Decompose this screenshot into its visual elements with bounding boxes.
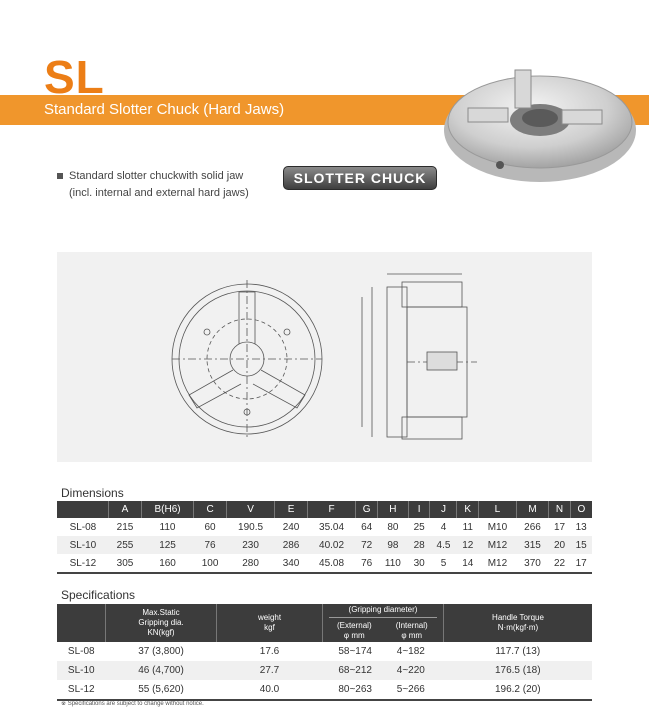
dim-col-header: N bbox=[549, 501, 571, 518]
table-cell bbox=[323, 680, 444, 700]
dim-col-header: G bbox=[356, 501, 378, 518]
table-row bbox=[57, 518, 592, 536]
table-cell: 45.08 bbox=[307, 554, 356, 573]
table-cell: 17 bbox=[553, 521, 566, 533]
table-cell: 28 bbox=[408, 536, 430, 554]
dim-col-header: I bbox=[408, 501, 430, 518]
table-cell bbox=[323, 642, 444, 661]
table-cell: M12 bbox=[479, 554, 517, 573]
spec-weight-header bbox=[217, 604, 323, 642]
slotter-chuck-badge: SLOTTER CHUCK bbox=[283, 166, 437, 190]
table-cell: 5~266 bbox=[396, 684, 425, 695]
dim-col-header: J bbox=[430, 501, 457, 518]
chuck-photo bbox=[440, 60, 640, 190]
table-cell: SL-08 bbox=[67, 646, 95, 657]
table-cell: SL-10 bbox=[57, 661, 106, 680]
table-cell: SL-12 bbox=[57, 680, 106, 700]
table-cell: 305 bbox=[109, 554, 141, 573]
table-cell: 286 bbox=[275, 536, 307, 554]
dim-col-header: A bbox=[109, 501, 141, 518]
spec-model-header bbox=[57, 604, 106, 642]
table-cell: 68~212 bbox=[338, 665, 372, 676]
table-cell: 190.5 bbox=[238, 521, 264, 533]
dim-col-header: M bbox=[516, 501, 548, 518]
table-row bbox=[57, 554, 592, 573]
spec-ext-line-1: (External) bbox=[336, 621, 372, 630]
spec-static-header bbox=[106, 604, 217, 642]
spec-internal-header bbox=[384, 621, 439, 641]
bullet-line-1: Standard slotter chuckwith solid jaw bbox=[69, 170, 244, 182]
table-row bbox=[57, 661, 592, 680]
table-cell: 4~220 bbox=[396, 665, 425, 676]
table-cell: 76 bbox=[194, 536, 226, 554]
table-cell: 30 bbox=[408, 554, 430, 573]
spec-grip-label: (Gripping diameter) bbox=[329, 605, 437, 618]
table-cell: 40.0 bbox=[217, 680, 323, 700]
spec-weight-line-1: weight bbox=[257, 613, 282, 622]
spec-external-header bbox=[327, 621, 382, 641]
table-cell: 215 bbox=[116, 521, 134, 533]
table-cell: 40.02 bbox=[307, 536, 356, 554]
table-cell: SL-10 bbox=[57, 536, 109, 554]
table-row bbox=[57, 642, 592, 661]
table-cell: 27.7 bbox=[217, 661, 323, 680]
spec-torque-line-1: Handle Torque bbox=[492, 613, 544, 622]
table-cell: 110 bbox=[377, 554, 408, 573]
table-cell: 20 bbox=[549, 536, 571, 554]
table-row bbox=[57, 536, 592, 554]
table-cell: 80~263 bbox=[338, 684, 372, 695]
table-cell: M10 bbox=[487, 521, 508, 533]
table-cell: 37 (3,800) bbox=[138, 646, 184, 657]
dim-col-header bbox=[57, 501, 109, 518]
spec-int-line-2: φ mm bbox=[401, 631, 423, 640]
table-cell: 125 bbox=[141, 536, 194, 554]
drawing-svg bbox=[57, 252, 592, 462]
spec-static-line-1: Max.Static bbox=[142, 608, 180, 617]
bullet-square-icon bbox=[57, 173, 63, 179]
dim-col-header: B(H6) bbox=[141, 501, 194, 518]
table-cell: SL-12 bbox=[57, 554, 109, 573]
spec-torque-line-2: N·m(kgf·m) bbox=[497, 623, 539, 632]
table-cell: 25 bbox=[413, 521, 425, 533]
spec-static-line-2: Gripping dia. bbox=[138, 618, 184, 627]
table-cell: 60 bbox=[204, 521, 216, 533]
table-cell: 35.04 bbox=[319, 521, 345, 533]
model-title: SL bbox=[44, 51, 105, 103]
table-cell: 55 (5,620) bbox=[106, 680, 217, 700]
table-cell: M12 bbox=[479, 536, 517, 554]
table-cell: 266 bbox=[524, 521, 541, 533]
table-cell: 4 bbox=[440, 521, 447, 533]
table-cell: 15 bbox=[570, 536, 592, 554]
table-cell: 340 bbox=[275, 554, 307, 573]
table-cell: 17 bbox=[570, 554, 592, 573]
table-cell: 370 bbox=[516, 554, 548, 573]
table-cell: 255 bbox=[109, 536, 141, 554]
table-cell: 14 bbox=[457, 554, 479, 573]
table-cell: 160 bbox=[141, 554, 194, 573]
table-cell: 100 bbox=[194, 554, 226, 573]
table-cell: SL-08 bbox=[69, 521, 97, 533]
specifications-table bbox=[57, 604, 592, 701]
table-cell: 117.7 (13) bbox=[495, 646, 541, 657]
table-cell: 11 bbox=[462, 521, 473, 533]
dim-col-header: H bbox=[377, 501, 408, 518]
bullet-line-2: (incl. internal and external hard jaws) bbox=[69, 187, 249, 199]
table-cell: 98 bbox=[377, 536, 408, 554]
technical-drawing bbox=[57, 252, 592, 462]
table-cell: 58~174 bbox=[338, 646, 372, 657]
table-cell: 315 bbox=[516, 536, 548, 554]
dim-col-header: L bbox=[479, 501, 517, 518]
spec-ext-line-2: φ mm bbox=[343, 631, 365, 640]
table-cell: 4.5 bbox=[430, 536, 457, 554]
table-cell bbox=[323, 661, 444, 680]
table-cell: 13 bbox=[575, 521, 587, 533]
dim-col-header: V bbox=[226, 501, 275, 518]
specifications-header-row bbox=[57, 604, 592, 642]
spec-int-line-1: (Internal) bbox=[395, 621, 428, 630]
spec-grip-header bbox=[323, 604, 444, 642]
table-cell: 46 (4,700) bbox=[106, 661, 217, 680]
table-cell: 196.2 (20) bbox=[444, 680, 593, 700]
dim-col-header: F bbox=[307, 501, 356, 518]
table-cell: 80 bbox=[387, 521, 399, 533]
table-cell: 64 bbox=[361, 521, 373, 533]
table-cell: 230 bbox=[226, 536, 275, 554]
table-cell: 110 bbox=[159, 521, 176, 533]
spec-static-line-3: KN(kgf) bbox=[147, 628, 175, 637]
table-cell: 4~182 bbox=[396, 646, 425, 657]
table-cell: 12 bbox=[457, 536, 479, 554]
dim-col-header: O bbox=[570, 501, 592, 518]
spec-note: ※ Specifications are subject to change without notice. bbox=[61, 701, 204, 707]
dim-col-header: C bbox=[194, 501, 226, 518]
table-cell: 17.6 bbox=[259, 646, 280, 657]
table-cell: 22 bbox=[549, 554, 571, 573]
specifications-title: Specifications bbox=[61, 588, 136, 602]
dimensions-table bbox=[57, 501, 592, 574]
table-cell: 176.5 (18) bbox=[444, 661, 593, 680]
dim-col-header: K bbox=[457, 501, 479, 518]
table-cell: 5 bbox=[430, 554, 457, 573]
dim-col-header: E bbox=[275, 501, 307, 518]
feature-bullet bbox=[57, 168, 249, 202]
table-row bbox=[57, 680, 592, 700]
model-subtitle: Standard Slotter Chuck (Hard Jaws) bbox=[44, 101, 285, 118]
spec-torque-header bbox=[444, 604, 593, 642]
dimensions-title: Dimensions bbox=[61, 486, 124, 500]
table-cell: 280 bbox=[226, 554, 275, 573]
table-cell: 240 bbox=[282, 521, 300, 533]
table-cell: 72 bbox=[356, 536, 378, 554]
spec-weight-line-2: kgf bbox=[264, 623, 275, 632]
table-cell: 76 bbox=[356, 554, 378, 573]
dimensions-header-row bbox=[57, 501, 592, 518]
